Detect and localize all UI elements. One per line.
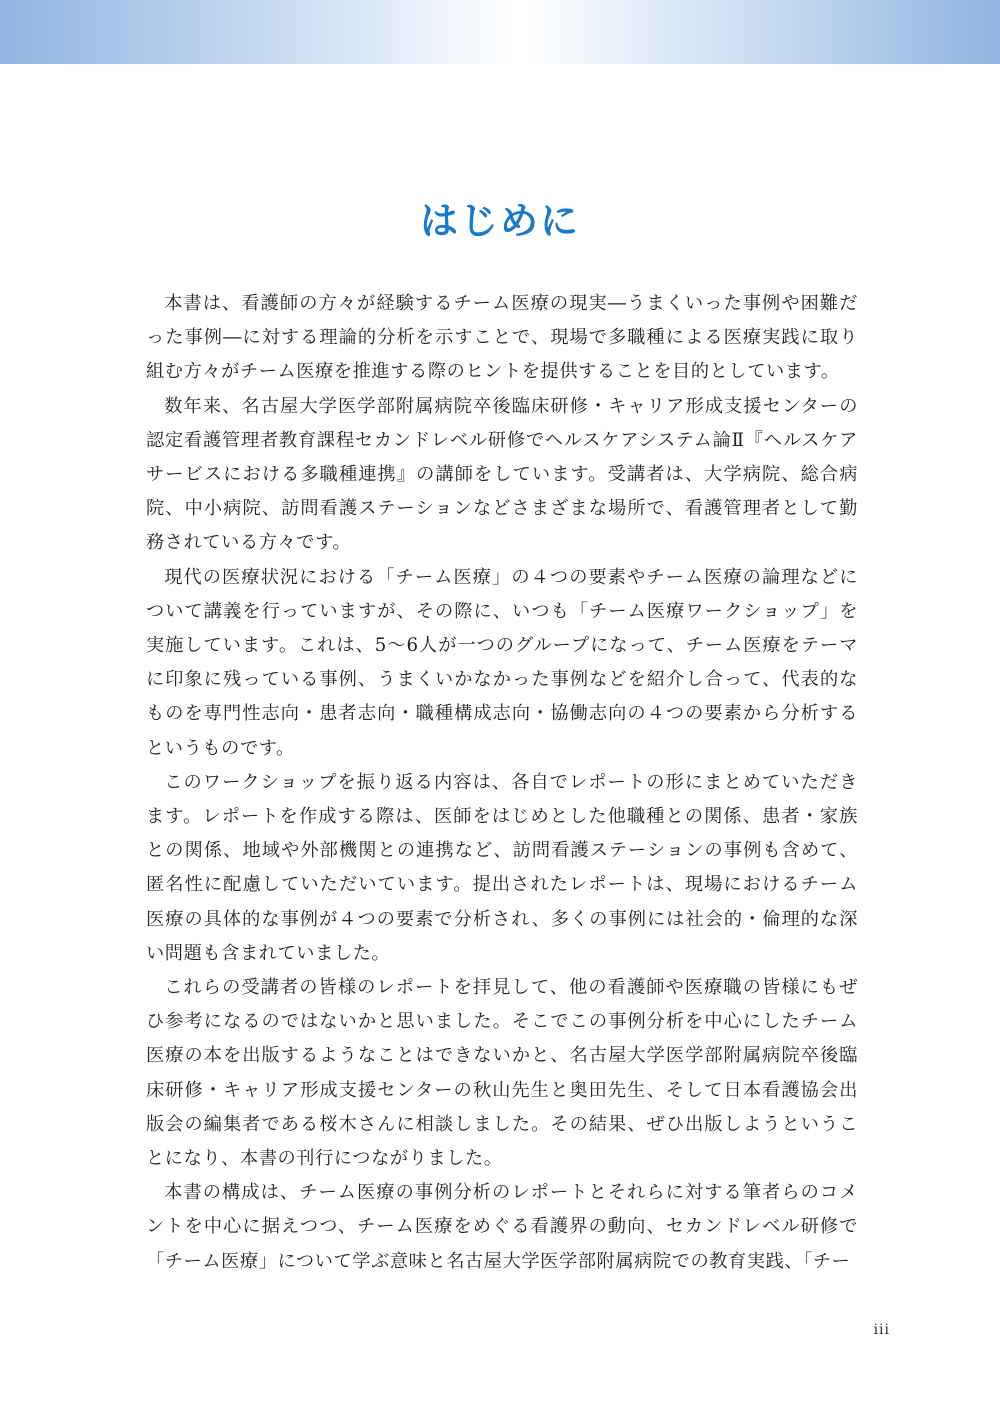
- paragraph-3: 現代の医療状況における「チーム医療」の４つの要素やチーム医療の論理などについて講義を行っていますが、その際に、いつも「チーム医療ワークショップ」を実施しています。これは、5〜6人が一つのグループになって、チーム医療をテーマに印象に残っている事例、うまくいかなかった事例などを紹介し合って、代表的なものを専門性志向・患者志向・職種構成志向・協働志向の４つの要素から分析するというものです。: [146, 566, 858, 759]
- page-number: iii: [873, 1322, 890, 1338]
- paragraph-5: これらの受講者の皆様のレポートを拝見して、他の看護師や医療職の皆様にもぜひ参考になるのではないかと思いました。そこでこの事例分析を中心にしたチーム医療の本を出版するようなことはできないかと、名古屋大学医学部附属病院卒後臨床研修・キャリア形成支援センターの秋山先生と奥田先生、そして日本看護協会出版会の編集者である桜木さんに相談しました。その結果、ぜひ出版しようということになり、本書の刊行につながりました。: [146, 977, 858, 1170]
- paragraph-4: このワークショップを振り返る内容は、各自でレポートの形にまとめていただきます。レポートを作成する際は、医師をはじめとした他職種との関係、患者・家族との関係、地域や外部機関との連携など、訪問看護ステーションの事例も含めて、匿名性に配慮していただいています。提出されたレポートは、現場におけるチーム医療の具体的な事例が４つの要素で分析され、多くの事例には社会的・倫理的な深い問題も含まれていました。: [146, 771, 858, 964]
- page-title: はじめに: [419, 199, 580, 243]
- paragraph-6: 本書の構成は、チーム医療の事例分析のレポートとそれらに対する筆者らのコメントを中心に据えつつ、チーム医療をめぐる看護界の動向、セカンドレベル研修で「チーム医療」について学ぶ意味と名古屋大学医学部附属病院での教育実践、「チー: [146, 1182, 858, 1272]
- paragraph-1: 本書は、看護師の方々が経験するチーム医療の現実―うまくいった事例や困難だった事例―に対する理論的分析を示すことで、現場で多職種による医療実践に取り組む方々がチーム医療を推進する際のヒントを提供することを目的としています。: [146, 293, 858, 383]
- body-text: [146, 287, 858, 1279]
- paragraph-2: 数年来、名古屋大学医学部附属病院卒後臨床研修・キャリア形成支援センターの認定看護管理者教育課程セカンドレベル研修でヘルスケアシステム論Ⅱ『ヘルスケアサービスにおける多職種連携』の講師をしています。受講者は、大学病院、総合病院、中小病院、訪問看護ステーションなどさまざまな場所で、看護管理者として勤務されている方々です。: [146, 395, 858, 554]
- header-band: [0, 0, 1000, 64]
